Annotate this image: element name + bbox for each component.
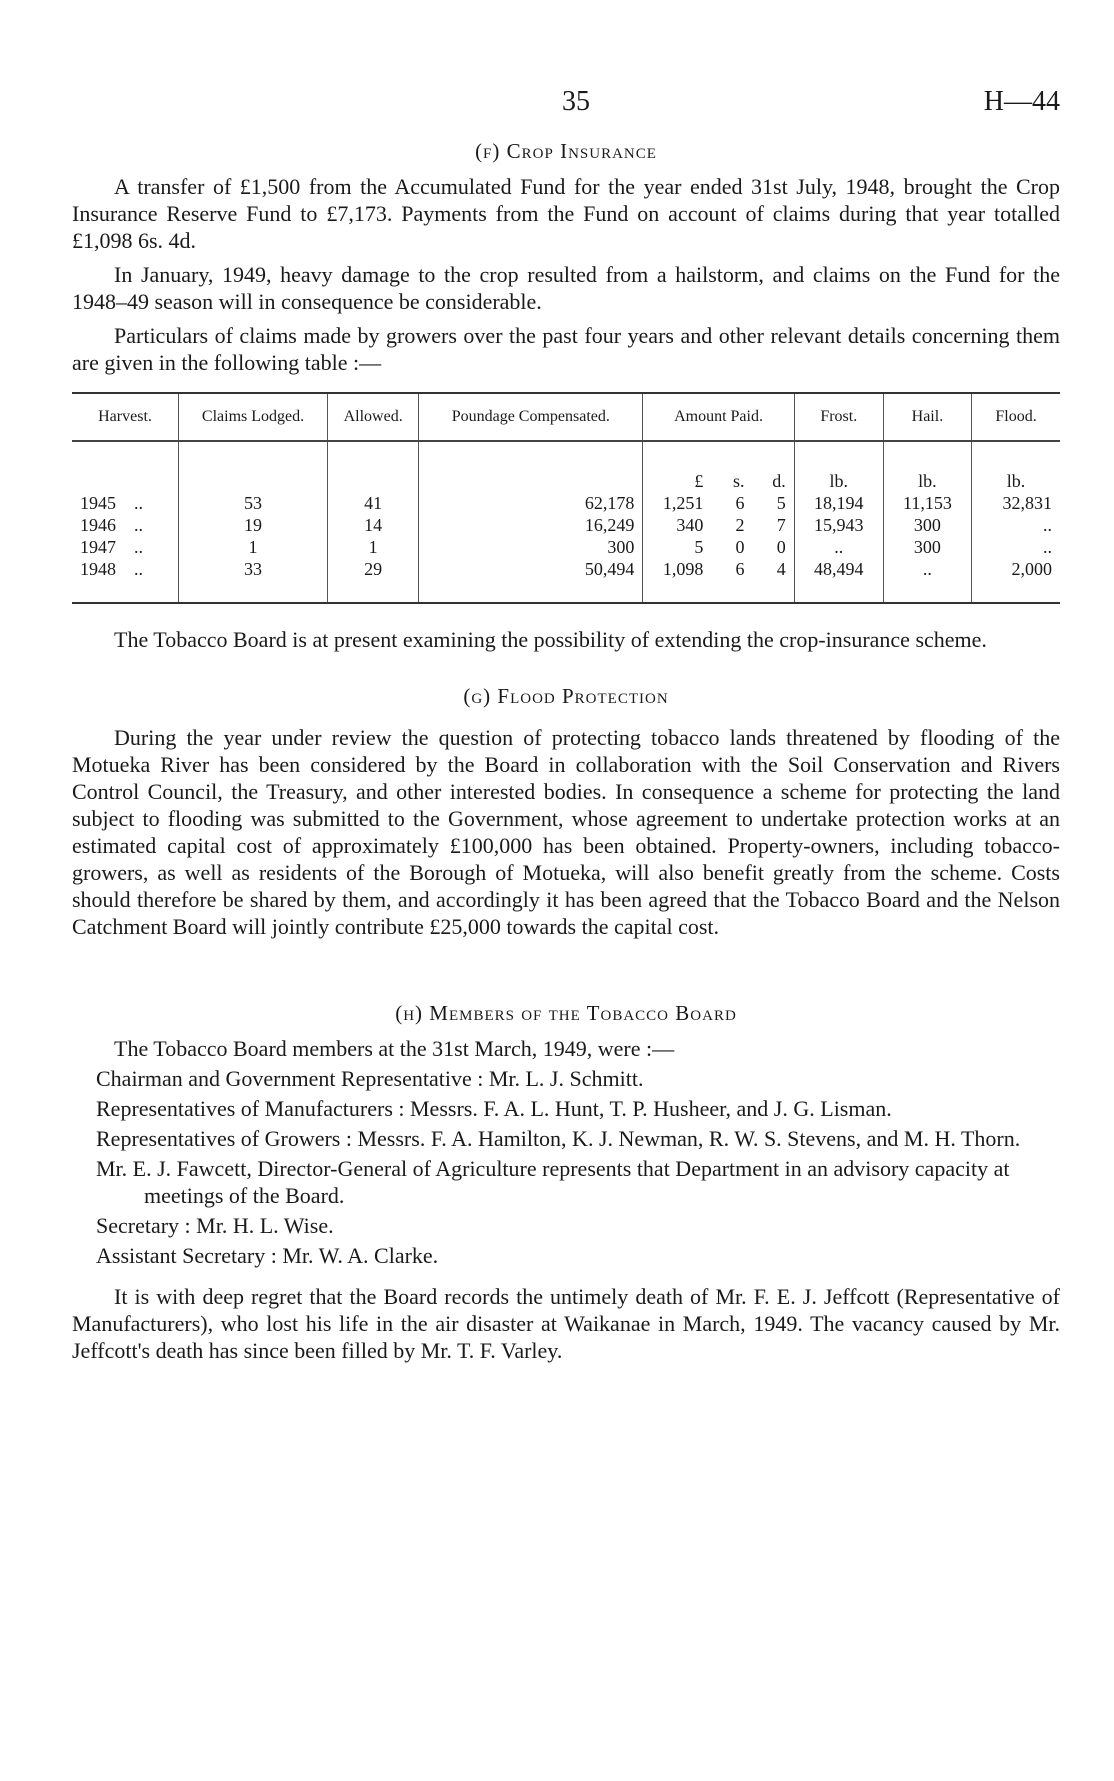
cell-hail: 300 bbox=[883, 514, 971, 536]
cell-flood: 2,000 bbox=[972, 558, 1060, 603]
claims-table bbox=[72, 392, 1060, 604]
cell-shillings: 2 bbox=[735, 515, 745, 535]
cell-harvest: 1945 bbox=[80, 493, 116, 513]
cell-pence: 7 bbox=[776, 515, 786, 535]
leader-dots: .. bbox=[134, 537, 143, 557]
cell-harvest: 1947 bbox=[80, 537, 116, 557]
cell-flood: .. bbox=[972, 536, 1060, 558]
unit-hail: lb. bbox=[883, 441, 971, 492]
cell-harvest: 1948 bbox=[80, 559, 116, 579]
cell-lodged: 33 bbox=[179, 558, 328, 603]
section-heading-crop-insurance: (f) Crop Insurance bbox=[475, 139, 657, 163]
table-row bbox=[72, 536, 1060, 558]
cell-hail: 11,153 bbox=[883, 492, 971, 514]
col-claims-lodged: Claims Lodged. bbox=[179, 393, 328, 441]
cell-shillings: 6 bbox=[735, 559, 745, 579]
cell-allowed: 14 bbox=[328, 514, 419, 536]
cell-allowed: 1 bbox=[328, 536, 419, 558]
col-amount-paid: Amount Paid. bbox=[643, 393, 794, 441]
unit-flood: lb. bbox=[972, 441, 1060, 492]
paragraph: It is with deep regret that the Board records the untimely death of Mr. F. E. J. Jeffcott (Representative of Manufacturers), who lost his life in the air disaster at Waikanae in March, 1949. The vacancy caused by Mr. Jeffcott's death has since been filled by Mr. T. F. Varley. bbox=[72, 1284, 1060, 1363]
leader-dots: .. bbox=[134, 493, 143, 513]
col-harvest: Harvest. bbox=[72, 393, 179, 441]
leader-dots: .. bbox=[134, 559, 143, 579]
members-list bbox=[96, 1065, 1060, 1269]
cell-flood: 32,831 bbox=[972, 492, 1060, 514]
unit-pounds: £ bbox=[694, 471, 704, 491]
paragraph: In January, 1949, heavy damage to the crop resulted from a hailstorm, and claims on the Fund for the 1948–49 season will in consequence be considerable. bbox=[72, 262, 1060, 314]
member-item: Mr. E. J. Fawcett, Director-General of Agriculture represents that Department in an advisory capacity at meetings of the Board. bbox=[96, 1156, 1010, 1208]
cell-pence: 0 bbox=[776, 537, 786, 557]
unit-frost: lb. bbox=[794, 441, 883, 492]
cell-harvest: 1946 bbox=[80, 515, 116, 535]
cell-poundage: 62,178 bbox=[419, 492, 643, 514]
paragraph: The Tobacco Board members at the 31st March, 1949, were :— bbox=[114, 1036, 675, 1061]
col-hail: Hail. bbox=[883, 393, 971, 441]
cell-poundage: 300 bbox=[419, 536, 643, 558]
paragraph: Particulars of claims made by growers over the past four years and other relevant details concerning them are given in the following table :— bbox=[72, 323, 1060, 375]
paragraph: The Tobacco Board is at present examining the possibility of extending the crop-insurance scheme. bbox=[114, 627, 987, 652]
cell-shillings: 0 bbox=[735, 537, 745, 557]
unit-shillings: s. bbox=[733, 471, 745, 491]
member-item: Representatives of Manufacturers : Messrs. F. A. L. Hunt, T. P. Husheer, and J. G. Lisman. bbox=[96, 1096, 892, 1121]
member-item: Chairman and Government Representative : Mr. L. J. Schmitt. bbox=[96, 1066, 644, 1091]
col-poundage: Poundage Compensated. bbox=[419, 393, 643, 441]
cell-pence: 5 bbox=[776, 493, 786, 513]
col-frost: Frost. bbox=[794, 393, 883, 441]
cell-poundage: 16,249 bbox=[419, 514, 643, 536]
cell-allowed: 29 bbox=[328, 558, 419, 603]
cell-frost: .. bbox=[794, 536, 883, 558]
paragraph: A transfer of £1,500 from the Accumulated Fund for the year ended 31st July, 1948, brought the Crop Insurance Reserve Fund to £7,173. Payments from the Fund on account of claims during that year totalled £1,098 6s. 4d. bbox=[72, 174, 1060, 253]
cell-hail: 300 bbox=[883, 536, 971, 558]
cell-frost: 15,943 bbox=[794, 514, 883, 536]
col-allowed: Allowed. bbox=[328, 393, 419, 441]
cell-pounds: 5 bbox=[694, 537, 704, 557]
cell-shillings: 6 bbox=[735, 493, 745, 513]
cell-pounds: 1,251 bbox=[662, 493, 704, 513]
cell-frost: 18,194 bbox=[794, 492, 883, 514]
cell-lodged: 19 bbox=[179, 514, 328, 536]
section-heading-flood-protection: (g) Flood Protection bbox=[463, 684, 669, 708]
section-heading-board-members: (h) Members of the Tobacco Board bbox=[395, 1001, 737, 1025]
table-row bbox=[72, 514, 1060, 536]
table-row bbox=[72, 558, 1060, 603]
cell-lodged: 1 bbox=[179, 536, 328, 558]
member-item: Representatives of Growers : Messrs. F. A. Hamilton, K. J. Newman, R. W. S. Stevens, and M. H. Thorn. bbox=[96, 1126, 1021, 1151]
leader-dots: .. bbox=[134, 515, 143, 535]
member-item: Assistant Secretary : Mr. W. A. Clarke. bbox=[96, 1243, 439, 1268]
units-row bbox=[72, 441, 1060, 492]
cell-pence: 4 bbox=[776, 559, 786, 579]
document-page bbox=[72, 88, 1060, 1371]
page-number: 35 bbox=[562, 86, 590, 117]
cell-flood: .. bbox=[972, 514, 1060, 536]
cell-pounds: 340 bbox=[676, 515, 704, 535]
col-flood: Flood. bbox=[972, 393, 1060, 441]
cell-pounds: 1,098 bbox=[662, 559, 704, 579]
paragraph: During the year under review the question of protecting tobacco lands threatened by flooding of the Motueka River has been considered by the Board in collaboration with the Soil Conservation and Rivers Control Council, the Treasury, and other interested bodies. In consequence a scheme for protecting the land subject to flooding was submitted to the Government, whose agreement to undertake protection works at an estimated capital cost of approximately £100,000 has been obtained. Property-owners, including tobacco-growers, as well as residents of the Borough of Motueka, will also benefit greatly from the scheme. Costs should therefore be shared by them, and accordingly it has been agreed that the Tobacco Board and the Nelson Catchment Board will jointly contribute £25,000 towards the capital cost. bbox=[72, 725, 1060, 939]
member-item: Secretary : Mr. H. L. Wise. bbox=[96, 1213, 334, 1238]
cell-hail: .. bbox=[883, 558, 971, 603]
cell-poundage: 50,494 bbox=[419, 558, 643, 603]
document-code: H—44 bbox=[983, 86, 1060, 117]
cell-lodged: 53 bbox=[179, 492, 328, 514]
table-row bbox=[72, 492, 1060, 514]
page-header bbox=[72, 88, 1060, 128]
unit-pence: d. bbox=[772, 471, 786, 491]
cell-allowed: 41 bbox=[328, 492, 419, 514]
cell-frost: 48,494 bbox=[794, 558, 883, 603]
